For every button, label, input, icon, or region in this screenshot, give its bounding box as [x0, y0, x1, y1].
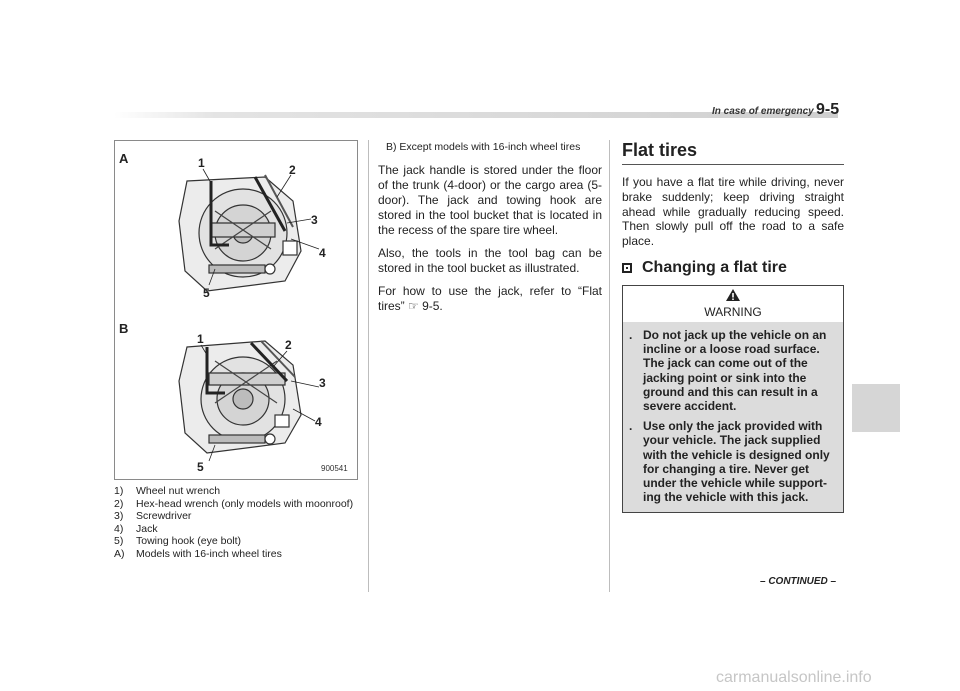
- tool-storage-illustration: [115, 141, 357, 479]
- page-number: 9-5: [816, 101, 840, 118]
- warning-body: [623, 322, 843, 512]
- subheading: Changing a flat tire: [622, 259, 844, 277]
- intro-paragraph: If you have a flat tire while driving, never brake suddenly; keep driving straight ahead while gradually reducing speed. Then slowly pull off the road to a safe place.: [622, 175, 844, 249]
- warning-header: [623, 286, 843, 322]
- section-title: In case of emergency: [712, 106, 814, 117]
- section-heading: Flat tires: [622, 140, 844, 165]
- chapter-tab: [852, 384, 900, 432]
- callout-b-3: 3: [319, 376, 326, 390]
- paragraph-jack-storage: The jack handle is stored under the floor of the trunk (4-door) or the cargo area (5-door). The jack and towing hook are stored in the tool bucket that is located in the recess of the spare tire wheel.: [378, 163, 602, 237]
- diagram-b: [179, 341, 301, 453]
- figure-caption-list: [114, 485, 360, 561]
- callout-a-4: 4: [319, 246, 326, 260]
- diagram-a: [179, 175, 301, 291]
- callout-a-3: 3: [311, 213, 318, 227]
- label-b: B: [119, 321, 129, 336]
- caption-item: 2) Hex-head wrench (only models with moonroof): [114, 497, 354, 510]
- tool-storage-figure: [114, 140, 358, 480]
- callout-b-1: 1: [197, 332, 204, 346]
- square-bullet-icon: [622, 263, 632, 273]
- callout-a-5: 5: [203, 286, 210, 300]
- paragraph-tool-bag: Also, the tools in the tool bag can be stored in the tool bucket as illustrated.: [378, 246, 602, 275]
- column-divider: [609, 140, 610, 592]
- label-a: A: [119, 151, 129, 166]
- caption-item: 1) Wheel nut wrench: [114, 485, 221, 497]
- figure-code: 900541: [321, 464, 348, 473]
- right-column: [622, 140, 844, 513]
- callout-b-2: 2: [285, 338, 292, 352]
- warning-item: . Use only the jack provided with your vehicle. The jack supplied with the vehicle is designed only for changing a tire. Never get under the vehicle while support-ing the vehicle with this jack.: [629, 419, 830, 505]
- warning-box: [622, 285, 844, 513]
- paragraph-reference: For how to use the jack, refer to “Flat tires” ☞ 9-5.: [378, 284, 602, 313]
- warning-item: . Do not jack up the vehicle on an incline or a loose road surface. The jack can come out of the jacking point or sink into the ground and this can result in a severe accident.: [629, 327, 827, 413]
- continued-marker: – CONTINUED –: [760, 576, 837, 587]
- warning-title: WARNING: [704, 304, 762, 319]
- watermark: carmanualsonline.info: [716, 669, 872, 686]
- column-divider: [368, 140, 369, 592]
- callout-b-4: 4: [315, 415, 322, 429]
- caption-item: A) Models with 16-inch wheel tires: [114, 547, 282, 560]
- callout-b-5: 5: [197, 460, 204, 474]
- caption-item: 4) Jack: [114, 522, 158, 535]
- figure-note-b: B) Except models with 16-inch wheel tires: [386, 141, 581, 153]
- callout-a-2: 2: [289, 163, 296, 177]
- middle-column: [378, 140, 602, 322]
- warning-triangle-icon: [725, 288, 741, 302]
- callout-a-1: 1: [198, 156, 205, 170]
- caption-item: 3) Screwdriver: [114, 510, 192, 523]
- caption-item: 5) Towing hook (eye bolt): [114, 535, 242, 548]
